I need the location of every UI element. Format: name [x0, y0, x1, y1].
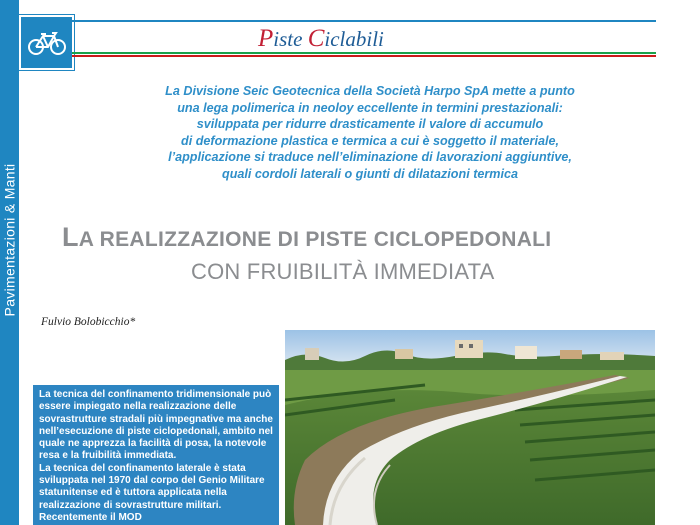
section-header [72, 20, 656, 55]
section-title-word-1: iste [273, 27, 308, 51]
article-headline [62, 222, 551, 253]
article-body-box [33, 385, 279, 525]
section-title-initial-1: P [258, 25, 274, 52]
lead-line: La Divisione Seic Geotecnica della Società Harpo SpA mette a punto [165, 84, 575, 98]
body-paragraph: La tecnica del confinamento laterale è stata sviluppata nel 1970 dal corpo del Genio Militare statunitense ed è tuttora applicata nella realizzazione di sovrastrutture militari. Recentemente il MOD [39, 462, 265, 523]
article-author: Fulvio Bolobicchio* [41, 316, 136, 328]
section-icon-box [19, 15, 74, 70]
section-side-label [0, 100, 19, 380]
bike-path-photo-image [285, 330, 655, 525]
lead-line: l’applicazione si traduce nell’eliminazione di lavorazioni aggiuntive, [168, 150, 572, 164]
header-rule-green [72, 52, 656, 54]
lead-line: di deformazione plastica e termica a cui è soggetto il materiale, [181, 133, 559, 148]
lead-paragraph [80, 83, 660, 182]
header-rule-blue [72, 20, 656, 22]
lead-line: una lega polimerica in neoloy eccellente in termini prestazionali: [177, 100, 563, 115]
headline-text: A REALIZZAZIONE DI PISTE CICLOPEDONALI [78, 228, 552, 251]
bike-path-photo [285, 330, 655, 525]
section-title-initial-2: C [307, 25, 325, 52]
header-rule-red [72, 55, 656, 57]
body-paragraph: La tecnica del confinamento tridimensionale può essere impiegato nella realizzazione delle sovrastrutture stradali più impegnative ma anche nell’esecuzione di piste ciclopedonali, ambito nel quale ne apprezza la facilità di posa, la notevole resa e la fruibilità immediata. [39, 389, 273, 462]
lead-line: quali cordoli laterali o giunti di dilatazioni termica [222, 166, 518, 181]
lead-line: sviluppata per ridurre drasticamente il valore di accumulo [196, 117, 544, 131]
article-subheadline: CON FRUIBILITÀ IMMEDIATA [191, 259, 495, 284]
section-title-word-2: iclabili [324, 27, 384, 51]
bicycle-icon [27, 30, 67, 56]
side-label-text: Pavimentazioni & Manti [1, 163, 18, 317]
headline-initial: L [62, 222, 79, 252]
section-title [258, 26, 384, 51]
